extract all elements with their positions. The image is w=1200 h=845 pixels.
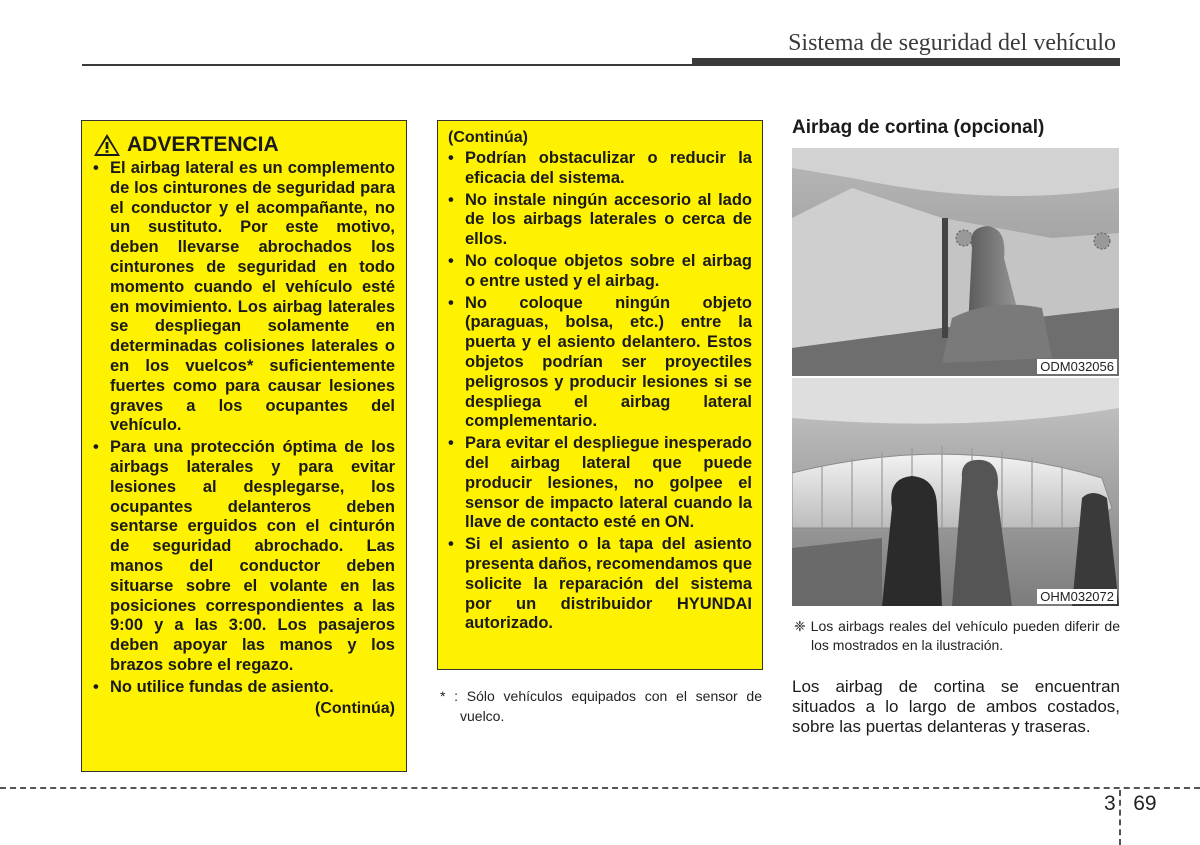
continued-list (448, 149, 752, 634)
illustration-note: ❈ Los airbags reales del vehículo pueden diferir de los mostrados en la ilustración. (794, 618, 1120, 653)
warning-heading (93, 133, 395, 157)
warning-triangle-icon (93, 133, 121, 157)
image-code: ODM032056 (1037, 359, 1117, 374)
curtain-airbag-deployed-illustration (792, 378, 1119, 606)
warning-title: ADVERTENCIA (127, 133, 279, 156)
continued-warning-box (437, 120, 763, 670)
running-header: Sistema de seguridad del vehículo (788, 30, 1116, 56)
page-number (1104, 792, 1157, 816)
page-number-separator (1119, 790, 1121, 845)
footer-divider (0, 787, 1200, 789)
header-rule-thin (82, 64, 692, 66)
list-item: • No coloque ningún objeto (paraguas, bolsa, etc.) entre la puerta y el asiento delantero. Estos objetos podrían ser proyectiles peligrosos y producir lesiones si se despliega el airbag lateral complementario. (448, 293, 752, 431)
list-item: • Podrían obstaculizar o reducir la eficacia del sistema. (448, 149, 752, 187)
list-item: • Si el asiento o la tapa del asiento presenta daños, recomendamos que solicite la reparación del sistema por un distribuidor HYUNDAI autorizado. (448, 535, 753, 633)
body-paragraph: Los airbag de cortina se encuentran situados a lo largo de ambos costados, sobre las puertas delanteras y traseras. (792, 677, 1120, 736)
list-item: • No coloque objetos sobre el airbag o entre usted y el airbag. (448, 251, 752, 290)
list-item: • El airbag lateral es un complemento de los cinturones de seguridad para el conductor y el acompañante, no un sustituto. Por este motivo, deben llevarse abrochados los cinturones de seguridad en todo momento cuando el vehículo esté en movimiento. Los airbag laterales se despliegan solamente en determinadas colisiones laterales o en los vuelcos* suficientemente fuertes como para causar lesiones graves a los ocupantes del vehículo. (93, 159, 395, 435)
curtain-airbag-location-illustration (792, 148, 1119, 376)
deployed-airbag-icon (792, 378, 1119, 606)
section-title: Airbag de cortina (opcional) (792, 117, 1045, 138)
list-item: • Para una protección óptima de los airbags laterales y para evitar lesiones al desplegarse, los ocupantes delanteros deben sentarse erguidos con el cinturón de seguridad abrochado. Las manos del conductor deben situarse sobre el volante en las posiciones correspondientes a las 9:00 y a las 3:00. Los pasajeros deben apoyar las manos y los brazos sobre el regazo. (93, 438, 395, 674)
warning-list (93, 159, 395, 698)
car-interior-icon (792, 148, 1119, 376)
warning-box (81, 120, 407, 772)
list-item: • No instale ningún accesorio al lado de los airbags laterales o cerca de ellos. (448, 190, 752, 249)
image-code: OHM032072 (1037, 589, 1117, 604)
page-index: 69 (1133, 792, 1157, 815)
header-rule-thick (692, 58, 1120, 66)
continues-label: (Continúa) (315, 699, 395, 717)
list-item: • No utilice fundas de asiento. (93, 677, 334, 696)
section-number: 3 (1104, 792, 1116, 815)
footnote: * : Sólo vehículos equipados con el sensor de vuelco. (440, 688, 762, 724)
continued-label: (Continúa) (448, 129, 528, 146)
list-item: • Para evitar el despliegue inesperado del airbag lateral que puede producir lesiones, no golpee el sensor de impacto lateral cuando la llave de contacto esté en ON. (448, 434, 752, 532)
